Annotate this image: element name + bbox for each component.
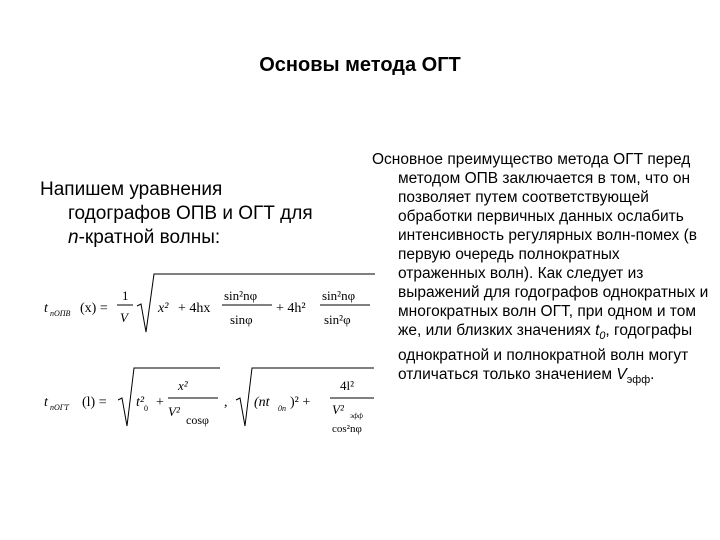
f2-V2b: V² xyxy=(332,402,344,417)
formula-ogt xyxy=(40,362,380,442)
f1-plus-4h: + 4hx xyxy=(178,301,211,316)
f1-num-1: 1 xyxy=(122,288,129,303)
f2-lhs-arg: (l) = xyxy=(82,395,107,410)
f2-comma: , xyxy=(224,395,228,410)
f2-nsub: 0n xyxy=(278,404,286,413)
right-t0-symbol: t xyxy=(595,322,600,339)
f1-lhs-arg: (x) = xyxy=(80,301,108,316)
f2-cos2: cos²nφ xyxy=(332,423,362,435)
f1-sin2phi: sin²φ xyxy=(324,312,351,327)
f2-cosphi: cosφ xyxy=(186,413,209,427)
f2-V2: V² xyxy=(168,404,180,419)
f1-x2: x² xyxy=(158,301,169,316)
left-line-2: годографов ОПВ и ОГТ для xyxy=(68,203,313,224)
formula-opv xyxy=(40,268,380,348)
right-main: Основное преимущество метода ОГТ перед методом ОПВ заключается в том, что он позволяет путем соответствующей обработки первичных данных ослабить интенсивность регулярных волн-помех (в первую очередь полнократных отраженных волн). Как следует из выражений для годографов однократных и многократных волн ОГТ, при одном и том же, или близких значениях xyxy=(372,151,709,339)
f2-lhs-sub: nОГТ xyxy=(50,403,69,412)
right-v-sub: эфф xyxy=(626,374,651,387)
f2-eff: эфф xyxy=(350,412,363,420)
f1-sin2b: sin²nφ xyxy=(322,288,356,303)
right-v-symbol: V xyxy=(616,366,627,384)
left-line-1: Напишем уравнения xyxy=(40,179,223,200)
f1-sinphi: sinφ xyxy=(230,312,253,327)
f2-4l2: 4l² xyxy=(340,378,355,393)
right-after-t0: , годографы однократной и полнократной волн могут отличаться только значением xyxy=(398,322,693,384)
left-line-3: кратной волны: xyxy=(84,227,221,248)
f2-x2: x² xyxy=(178,378,188,393)
f2-lhs-t: t xyxy=(44,395,48,410)
f1-plus-4h2: + 4h² xyxy=(276,301,306,316)
f2-t0sub: 0 xyxy=(144,404,148,413)
f2-plus-1: + xyxy=(156,395,164,410)
f1-den-V: V xyxy=(120,310,128,325)
right-end: . xyxy=(650,366,655,384)
left-paragraph: Напишем уравнения годографов ОПВ и ОГТ для n-кратной волны: xyxy=(40,179,313,248)
f2-t0sq: t² xyxy=(136,395,145,410)
f1-lhs-t: t xyxy=(44,301,48,316)
f1-sin2: sin²nφ xyxy=(224,288,258,303)
right-t0-sub: 0 xyxy=(599,330,606,343)
f2-close: )² + xyxy=(290,395,311,410)
f2-nt0: (nt xyxy=(254,395,270,410)
right-paragraph xyxy=(372,150,710,390)
left-italic-n: n xyxy=(68,227,79,248)
f1-lhs-sub: nОПВ xyxy=(50,309,71,318)
slide-title: Основы метода ОГТ xyxy=(259,54,461,76)
